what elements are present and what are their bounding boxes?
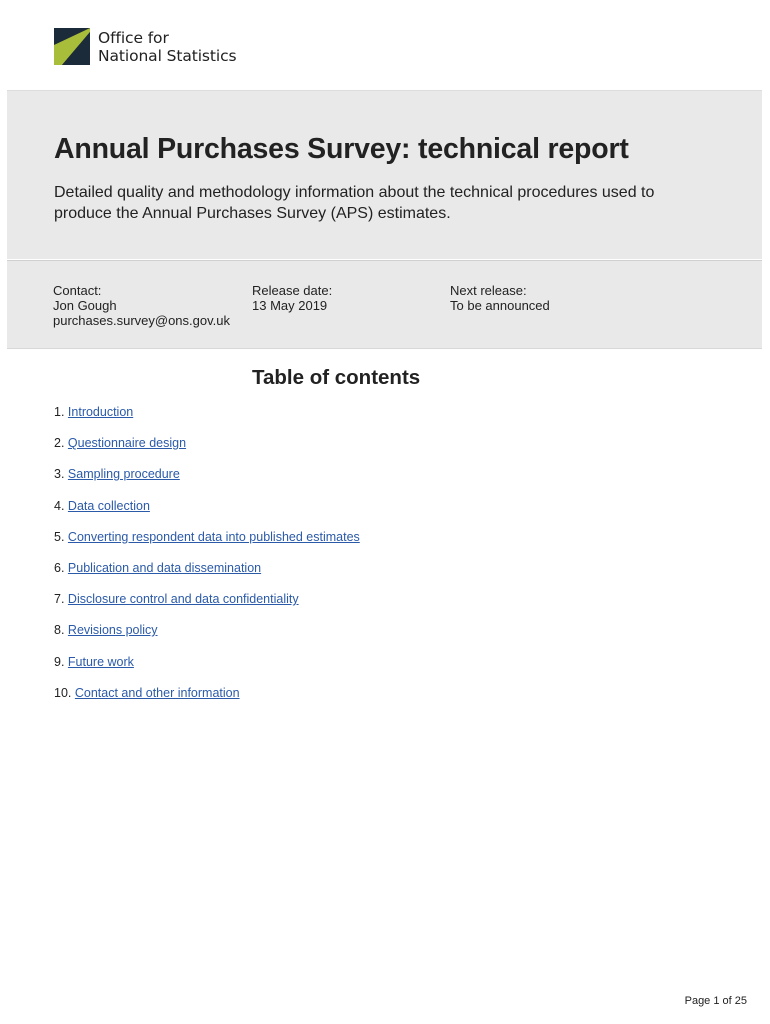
toc-item-number: 4. (54, 498, 65, 513)
contact-name: Jon Gough (53, 298, 117, 313)
toc-heading: Table of contents (252, 366, 421, 389)
toc-link-converting-respondent-data[interactable]: Converting respondent data into published estimates (67, 529, 360, 544)
toc-item-number: 1. (54, 405, 65, 419)
toc-link-sampling-procedure[interactable]: Sampling procedure (67, 467, 180, 482)
toc-item (54, 467, 360, 498)
page-number: Page 1 of 25 (684, 995, 747, 1007)
toc-item (54, 686, 360, 717)
logo-line-2: National Statistics (98, 47, 237, 65)
toc-item-number: 8. (54, 623, 65, 638)
contact-email[interactable]: purchases.survey@ons.gov.uk (53, 313, 230, 328)
toc-link-disclosure-control[interactable]: Disclosure control and data confidentiality (67, 592, 299, 607)
toc-item-number: 3. (54, 467, 65, 482)
toc-item (54, 405, 360, 436)
release-date-info (252, 283, 332, 313)
toc-item (54, 530, 360, 561)
next-release-info (450, 283, 550, 313)
page-title: Annual Purchases Survey: technical report (54, 133, 629, 165)
toc-item-number: 6. (54, 560, 65, 575)
toc-link-revisions-policy[interactable]: Revisions policy (67, 623, 158, 638)
table-of-contents (54, 405, 360, 717)
toc-link-future-work[interactable]: Future work (67, 654, 134, 669)
release-date-value: 13 May 2019 (252, 298, 328, 313)
toc-item (54, 436, 360, 467)
contact-label: Contact: (53, 283, 102, 298)
contact-info (53, 283, 230, 328)
next-release-label: Next release: (450, 283, 527, 298)
release-meta (7, 260, 762, 349)
toc-link-publication[interactable]: Publication and data dissemination (67, 560, 262, 575)
toc-link-questionnaire-design[interactable]: Questionnaire design (67, 436, 187, 451)
toc-item-number: 2. (54, 436, 65, 451)
toc-item (54, 561, 360, 592)
toc-link-contact[interactable]: Contact and other information (74, 685, 240, 700)
toc-item (54, 592, 360, 623)
logo-text (98, 29, 236, 65)
release-date-label: Release date: (252, 283, 333, 298)
header-band (7, 90, 762, 259)
ons-logo[interactable] (54, 28, 236, 66)
next-release-value: To be announced (450, 298, 550, 313)
toc-item (54, 655, 360, 686)
toc-link-introduction[interactable]: Introduction (67, 405, 134, 419)
toc-item-number: 10. (54, 685, 72, 700)
toc-link-data-collection[interactable]: Data collection (67, 498, 150, 513)
toc-item-number: 9. (54, 654, 65, 669)
logo-line-1: Office for (98, 29, 169, 47)
toc-item-number: 7. (54, 592, 65, 607)
page-summary: Detailed quality and methodology information about the technical procedures used to produce the Annual Purchases Survey (APS) estimates. (54, 184, 655, 222)
toc-item-number: 5. (54, 529, 65, 544)
ons-logo-icon (54, 28, 90, 65)
toc-item (54, 499, 360, 530)
toc-item (54, 623, 360, 654)
